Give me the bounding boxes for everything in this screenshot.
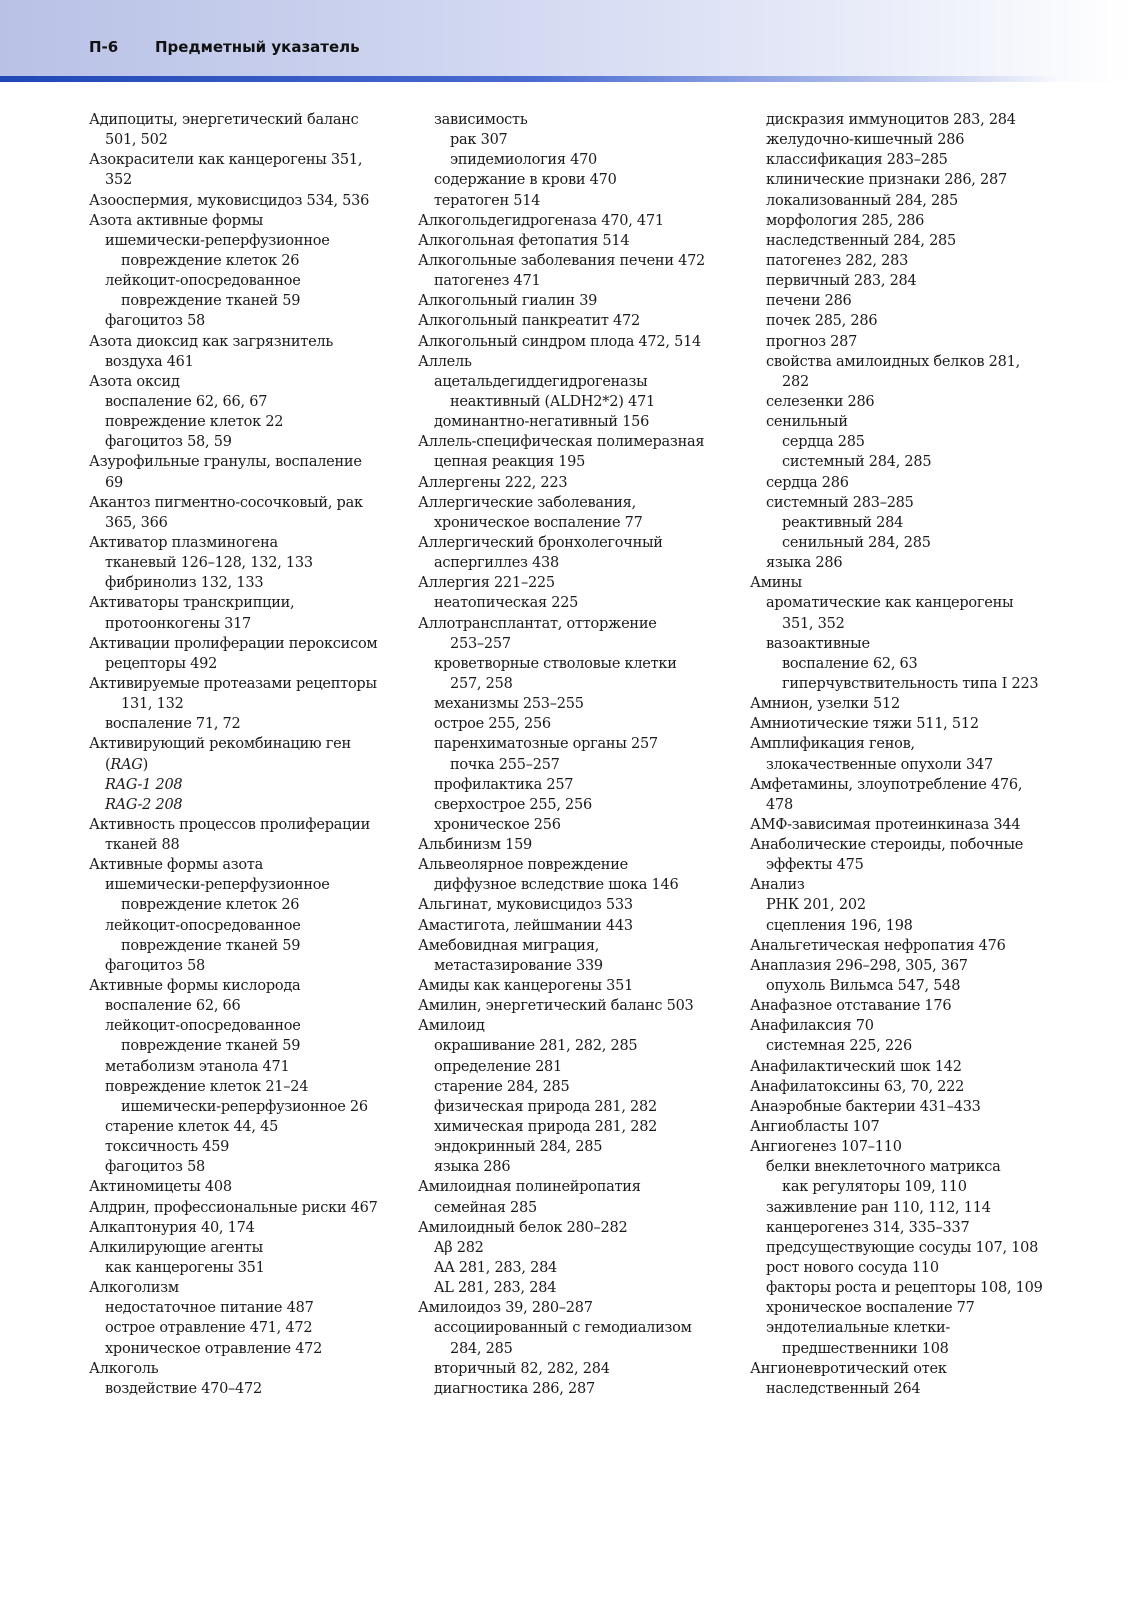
index-entry: воспаление 71, 72 <box>105 716 241 733</box>
index-entry: 501, 502 <box>105 132 168 149</box>
index-entry: печени 286 <box>766 293 852 310</box>
index-entry: Алкогольдегидрогеназа 470, 471 <box>418 212 664 229</box>
index-entry: AL 281, 283, 284 <box>434 1280 557 1297</box>
index-entry: Ангиогенез 107–110 <box>750 1139 902 1156</box>
index-entry: предсуществующие сосуды 107, 108 <box>766 1239 1039 1256</box>
index-entry: Анаплазия 296–298, 305, 367 <box>750 957 968 974</box>
index-entry: Амилоидный белок 280–282 <box>418 1219 628 1236</box>
index-entry: Аллергия 221–225 <box>418 575 555 592</box>
index-entry: Азооспермия, муковисцидоз 534, 536 <box>89 192 370 209</box>
index-entry: ацетальдегиддегидрогеназы <box>434 373 648 390</box>
index-entry: языка 286 <box>766 555 843 572</box>
index-entry: ассоциированный с гемодиализом <box>434 1320 692 1337</box>
index-entry: Активации пролиферации пероксисом <box>89 635 378 652</box>
index-entry: почек 285, 286 <box>766 313 878 330</box>
index-entry: Амебовидная миграция, <box>418 937 600 954</box>
index-entry: рак 307 <box>450 132 508 149</box>
index-entry: повреждение клеток 21–24 <box>105 1078 309 1095</box>
index-entry: Ангиобласты 107 <box>750 1119 880 1136</box>
index-entry: тканевый 126–128, 132, 133 <box>105 555 313 572</box>
index-entry: диффузное вследствие шока 146 <box>434 877 679 894</box>
index-entry: вазоактивные <box>766 635 870 652</box>
index-entry: Алкаптонурия 40, 174 <box>89 1219 255 1236</box>
index-entry: Активируемые протеазами рецепторы <box>89 675 377 692</box>
index-entry: Алкогольный синдром плода 472, 514 <box>418 333 702 350</box>
index-entry: дискразия иммуноцитов 283, 284 <box>766 112 1016 128</box>
index-entry: Алкогольная фетопатия 514 <box>418 232 630 249</box>
index-entry: системный 283–285 <box>766 494 914 511</box>
index-entry: цепная реакция 195 <box>434 454 586 471</box>
section-title: Предметный указатель <box>155 38 360 56</box>
index-entry: зависимость <box>434 112 528 128</box>
index-entry: системный 284, 285 <box>782 454 932 471</box>
index-entry: Амфетамины, злоупотребление 476, <box>750 776 1023 793</box>
index-entry: системная 225, 226 <box>766 1038 912 1055</box>
index-entry: хроническое 256 <box>434 816 561 833</box>
index-entry: хроническое отравление 472 <box>105 1340 323 1357</box>
page-number: П-6 <box>89 38 119 56</box>
index-entry: морфология 285, 286 <box>766 212 925 229</box>
index-entry: кроветворные стволовые клетки <box>434 655 677 672</box>
index-entry: сердца 286 <box>766 474 849 491</box>
index-entry: канцерогенез 314, 335–337 <box>766 1219 970 1236</box>
index-entry: доминантно-негативный 156 <box>434 414 650 431</box>
index-entry: Активаторы транскрипции, <box>89 595 295 612</box>
index-entry: наследственный 264 <box>766 1380 921 1397</box>
index-entry: Альвеолярное повреждение <box>418 857 628 874</box>
index-entry: фагоцитоз 58 <box>105 1159 206 1176</box>
index-entry: 69 <box>105 474 123 491</box>
index-entry: ишемически-реперфузионное 26 <box>121 1098 368 1115</box>
index-entry: эпидемиология 470 <box>450 152 598 169</box>
index-entry: ишемически-реперфузионное <box>105 877 330 894</box>
index-entry: Активность процессов пролиферации <box>89 816 371 833</box>
index-entry: Аллергены 222, 223 <box>418 474 568 491</box>
index-entry: 284, 285 <box>450 1340 513 1357</box>
index-entry: Амилин, энергетический баланс 503 <box>418 998 694 1015</box>
index-entry: Азота активные формы <box>89 212 264 229</box>
index-entry: 131, 132 <box>121 696 184 713</box>
index-entry: первичный 283, 284 <box>766 273 917 290</box>
index-entry: Алкилирующие агенты <box>89 1239 263 1256</box>
index-entry: как канцерогены 351 <box>105 1260 265 1277</box>
index-entry: Азота диоксид как загрязнитель <box>89 333 334 350</box>
header-rule <box>0 76 1060 82</box>
index-entry: Азурофильные гранулы, воспаление <box>89 454 362 471</box>
index-entry: Амины <box>750 575 802 592</box>
index-entry: Аллергический бронхолегочный <box>418 534 663 551</box>
index-entry: Алкогольный гиалин 39 <box>418 293 598 310</box>
index-entry: Активатор плазминогена <box>89 534 278 551</box>
index-entry: AA 281, 283, 284 <box>434 1260 558 1277</box>
index-entry: Активные формы кислорода <box>89 978 301 995</box>
index-entry: сенильный <box>766 414 848 431</box>
index-entry: (RAG) <box>105 756 149 773</box>
index-entry: воспаление 62, 66, 67 <box>105 393 268 410</box>
index-entry: Амниотические тяжи 511, 512 <box>750 716 979 733</box>
index-entry: Амилоидоз 39, 280–287 <box>418 1300 593 1317</box>
index-entry: факторы роста и рецепторы 108, 109 <box>766 1280 1043 1297</box>
index-entry: Азота оксид <box>89 373 180 390</box>
index-entry: как регуляторы 109, 110 <box>782 1179 967 1196</box>
index-entry: Анафилаксия 70 <box>750 1018 874 1035</box>
index-entry: Азокрасители как канцерогены 351, <box>89 152 363 169</box>
index-column-3 <box>750 110 1080 1399</box>
index-entry: повреждение клеток 22 <box>105 414 284 431</box>
index-entry: патогенез 471 <box>434 273 541 290</box>
index-entry: предшественники 108 <box>782 1340 949 1357</box>
index-entry: RAG-1 208 <box>105 776 183 793</box>
index-entry: окрашивание 281, 282, 285 <box>434 1038 638 1055</box>
index-entry: Аллергические заболевания, <box>418 494 636 511</box>
index-entry: Амплификация генов, <box>750 736 915 753</box>
index-entry: Адипоциты, энергетический баланс <box>89 112 359 128</box>
index-entry: почка 255–257 <box>450 756 560 773</box>
index-entry: фагоцитоз 58, 59 <box>105 434 232 451</box>
index-entry: Альгинат, муковисцидоз 533 <box>418 897 633 914</box>
index-entry: метаболизм этанола 471 <box>105 1058 290 1075</box>
index-entry: протоонкогены 317 <box>105 615 252 632</box>
index-entry: Алкоголь <box>89 1360 159 1377</box>
index-entry: 478 <box>766 796 793 813</box>
index-entry: эндокринный 284, 285 <box>434 1139 603 1156</box>
index-entry: неактивный (ALDH2*2) 471 <box>450 393 655 410</box>
index-entry: Анальгетическая нефропатия 476 <box>750 937 1006 954</box>
index-entry: ароматические как канцерогены <box>766 595 1014 612</box>
index-entry: гиперчувствительность типа I 223 <box>782 675 1039 692</box>
index-entry: повреждение тканей 59 <box>121 1038 301 1055</box>
index-entry: эффекты 475 <box>766 857 864 874</box>
index-entry: 253–257 <box>450 635 511 652</box>
index-entry: свойства амилоидных белков 281, <box>766 353 1020 370</box>
index-entry: острое 255, 256 <box>434 716 551 733</box>
index-column-2 <box>418 110 748 1399</box>
index-entry: Алкогольные заболевания печени 472 <box>418 252 706 269</box>
index-entry: хроническое воспаление 77 <box>434 514 643 531</box>
index-entry: Анафилатоксины 63, 70, 222 <box>750 1078 965 1095</box>
index-entry: Амнион, узелки 512 <box>750 696 900 713</box>
index-entry: опухоль Вильмса 547, 548 <box>766 978 961 995</box>
index-entry: химическая природа 281, 282 <box>434 1119 658 1136</box>
index-column-1 <box>89 110 419 1399</box>
index-entry: острое отравление 471, 472 <box>105 1320 313 1337</box>
index-entry: диагностика 286, 287 <box>434 1380 595 1397</box>
index-entry: Анализ <box>750 877 805 894</box>
index-entry: 365, 366 <box>105 514 168 531</box>
index-entry: Активирующий рекомбинацию ген <box>89 736 351 753</box>
index-entry: желудочно-кишечный 286 <box>766 132 965 149</box>
index-entry: Актиномицеты 408 <box>89 1179 232 1196</box>
index-entry: семейная 285 <box>434 1199 537 1216</box>
index-entry: метастазирование 339 <box>434 957 603 974</box>
index-entry: белки внеклеточного матрикса <box>766 1159 1001 1176</box>
index-entry: старение клеток 44, 45 <box>105 1119 279 1136</box>
index-entry: Аллель <box>418 353 472 370</box>
index-entry: селезенки 286 <box>766 393 875 410</box>
index-entry: неатопическая 225 <box>434 595 579 612</box>
index-entry: классификация 283–285 <box>766 152 948 169</box>
index-entry: Алдрин, профессиональные риски 467 <box>89 1199 378 1216</box>
index-entry: Амиды как канцерогены 351 <box>418 978 634 995</box>
index-entry: наследственный 284, 285 <box>766 232 956 249</box>
index-entry: лейкоцит-опосредованное <box>105 917 301 934</box>
index-entry: 351, 352 <box>782 615 845 632</box>
index-entry: вторичный 82, 282, 284 <box>434 1360 610 1377</box>
index-entry: хроническое воспаление 77 <box>766 1300 975 1317</box>
index-entry: Аллотрансплантат, отторжение <box>418 615 657 632</box>
index-entry: Анафилактический шок 142 <box>750 1058 962 1075</box>
index-entry: фагоцитоз 58 <box>105 957 206 974</box>
index-entry: реактивный 284 <box>782 514 904 531</box>
index-entry: Aβ 282 <box>434 1239 484 1256</box>
index-entry: 257, 258 <box>450 675 513 692</box>
index-entry: лейкоцит-опосредованное <box>105 273 301 290</box>
index-entry: рост нового сосуда 110 <box>766 1260 939 1277</box>
index-entry: профилактика 257 <box>434 776 574 793</box>
index-entry: Амастигота, лейшмании 443 <box>418 917 633 934</box>
index-entry: прогноз 287 <box>766 333 858 350</box>
index-entry: повреждение тканей 59 <box>121 293 301 310</box>
index-entry: РНК 201, 202 <box>766 897 866 914</box>
index-entry: заживление ран 110, 112, 114 <box>766 1199 991 1216</box>
index-entry: механизмы 253–255 <box>434 696 584 713</box>
index-entry: Аллель-специфическая полимеразная <box>418 434 705 451</box>
index-entry: воздействие 470–472 <box>105 1380 262 1397</box>
index-entry: сверхострое 255, 256 <box>434 796 592 813</box>
index-entry: определение 281 <box>434 1058 563 1075</box>
index-entry: патогенез 282, 283 <box>766 252 909 269</box>
index-entry: лейкоцит-опосредованное <box>105 1018 301 1035</box>
index-entry: эндотелиальные клетки- <box>766 1320 951 1337</box>
index-entry: АМФ-зависимая протеинкиназа 344 <box>750 816 1021 833</box>
index-entry: 352 <box>105 172 132 189</box>
index-entry: сцепления 196, 198 <box>766 917 913 934</box>
index-entry: воспаление 62, 66 <box>105 998 241 1015</box>
index-entry: старение 284, 285 <box>434 1078 570 1095</box>
index-entry: повреждение клеток 26 <box>121 897 300 914</box>
index-entry: фагоцитоз 58 <box>105 313 206 330</box>
index-entry: рецепторы 492 <box>105 655 218 672</box>
index-entry: злокачественные опухоли 347 <box>766 756 993 773</box>
index-entry: тератоген 514 <box>434 192 541 209</box>
index-entry: клинические признаки 286, 287 <box>766 172 1007 189</box>
index-entry: Анаэробные бактерии 431–433 <box>750 1098 981 1115</box>
index-entry: Акантоз пигментно-сосочковый, рак <box>89 494 363 511</box>
index-entry: Анаболические стероиды, побочные <box>750 837 1024 854</box>
index-entry: паренхиматозные органы 257 <box>434 736 658 753</box>
index-entry: Алкогольный панкреатит 472 <box>418 313 640 330</box>
index-entry: недостаточное питание 487 <box>105 1300 314 1317</box>
index-entry: токсичность 459 <box>105 1139 230 1156</box>
index-entry: Анафазное отставание 176 <box>750 998 952 1015</box>
index-entry: повреждение тканей 59 <box>121 937 301 954</box>
index-entry: содержание в крови 470 <box>434 172 617 189</box>
index-entry: Ангионевротический отек <box>750 1360 947 1377</box>
index-entry: Алкоголизм <box>89 1280 179 1297</box>
index-entry: 282 <box>782 373 809 390</box>
index-entry: повреждение клеток 26 <box>121 252 300 269</box>
index-entry: тканей 88 <box>105 837 180 854</box>
index-entry: сенильный 284, 285 <box>782 534 931 551</box>
index-entry: аспергиллез 438 <box>434 555 560 572</box>
index-entry: ишемически-реперфузионное <box>105 232 330 249</box>
index-entry: Амилоидная полинейропатия <box>418 1179 641 1196</box>
index-entry: Альбинизм 159 <box>418 837 533 854</box>
index-entry: локализованный 284, 285 <box>766 192 958 209</box>
index-entry: фибринолиз 132, 133 <box>105 575 264 592</box>
index-entry: языка 286 <box>434 1159 511 1176</box>
index-entry: Амилоид <box>418 1018 485 1035</box>
index-entry: RAG-2 208 <box>105 796 183 813</box>
index-entry: Активные формы азота <box>89 857 264 874</box>
index-entry: воздуха 461 <box>105 353 194 370</box>
index-entry: сердца 285 <box>782 434 865 451</box>
index-entry: воспаление 62, 63 <box>782 655 918 672</box>
index-entry: физическая природа 281, 282 <box>434 1098 657 1115</box>
